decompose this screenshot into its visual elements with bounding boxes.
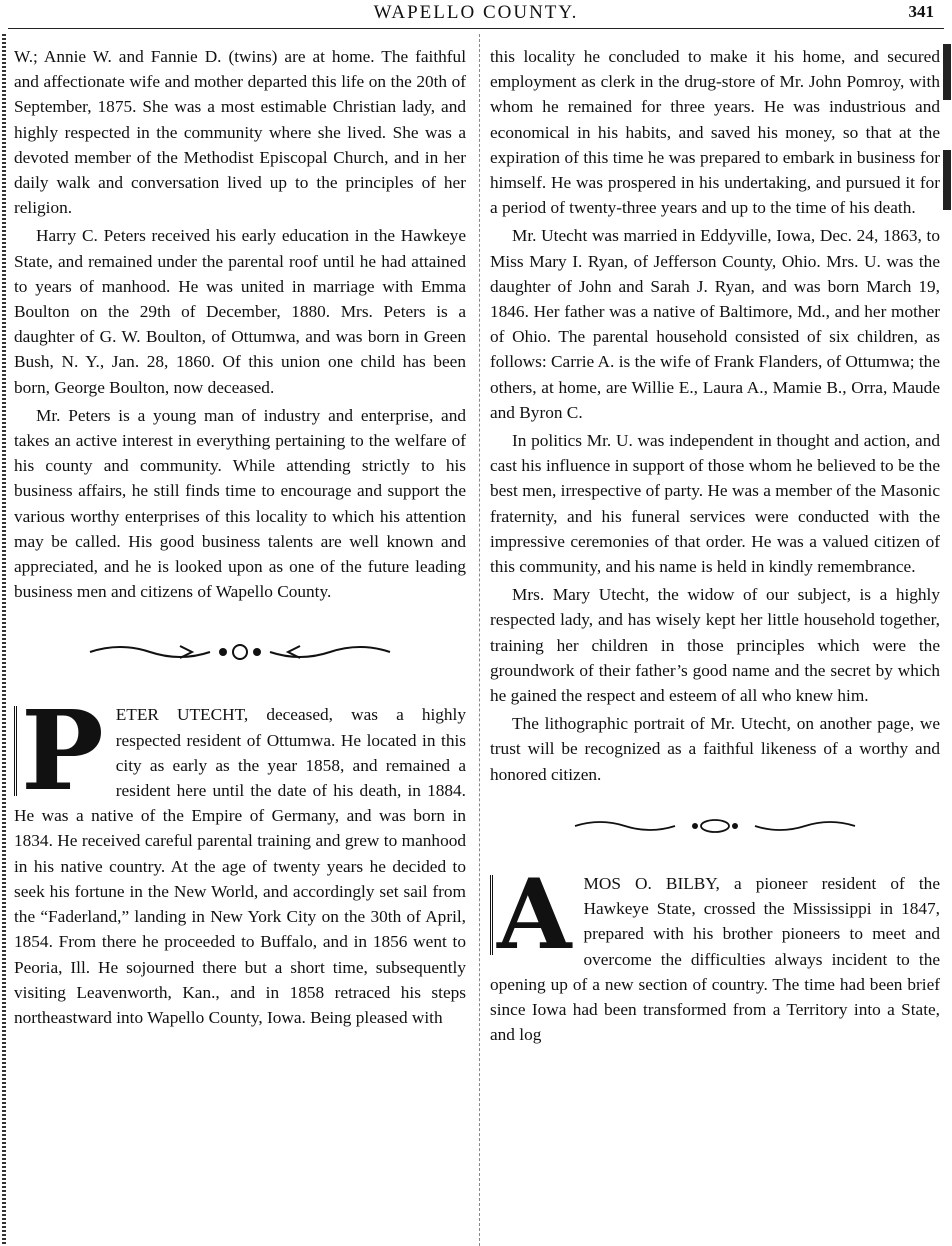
right-column bbox=[490, 44, 940, 1050]
paragraph-utecht-bio bbox=[14, 686, 467, 1030]
paragraph-bilby-bio bbox=[490, 857, 940, 1047]
paragraph-utecht-business: this locality he concluded to make it his home, and secured employment as clerk in the drug-store of Mr. John Pomroy, with whom he remained for three years. He was industrious and economical in his habits, and saved his money, so that at the expiration of this time he was prepared to embark in business for himself. He was prospered in his undertaking, and pursued it for a period of twenty-three years and up to the time of his death. bbox=[490, 47, 940, 218]
left-column bbox=[14, 44, 466, 1033]
paragraph-peters-character: Mr. Peters is a young man of industry and enterprise, and takes an active interest in everything pertaining to the welfare of his county and community. While attending strictly to his business affairs, he still finds time to encourage and support the various worthy enterprises of this locality to which his attention may be called. His good business talents are well known and appreciated, and he is looked upon as one of the future leading business men and citizens of Wapello County. bbox=[14, 405, 466, 602]
paragraph-utecht-marriage: Mr. Utecht was married in Eddyville, Iowa, Dec. 24, 1863, to Miss Mary I. Ryan, of Jefferson County, Ohio. Mrs. U. was the daughter of John and Sarah J. Ryan, and was born March 19, 1846. Her father was a native of Baltimore, Md., and her mother of Ohio. The parental household consisted of six children, as follows: Carrie A. is the wife of Frank Flanders, of Ottumwa; the others, at home, are Willie E., Laura A., Mamie B., Orra, Maude and Byron C. bbox=[490, 226, 940, 422]
scroll-ornament-icon bbox=[565, 815, 865, 837]
edge-mark-top bbox=[943, 44, 951, 100]
page-number: 341 bbox=[908, 2, 934, 21]
bilby-name-lead: MOS O. BILBY, bbox=[583, 873, 720, 893]
utecht-bio-text: deceased, was a highly respected resident of Ottumwa. He located in this city as early as the year 1858, and remained a resident here until the date of his death, in 1884. He was a native of the Empire of Germany, and was born in 1834. He received careful parental training and grew to manhood in his native country. At the age of twenty years he decided to seek his fortune in the New World, and accordingly set sail from the “Faderland,” landing in New York City on the 30th of April, 1854. From there he proceeded to Buffalo, and in 1856 went to Peoria, Ill. He sojourned there but a short time, subsequently visiting Leavenworth, Kan., and in 1858 retraced his steps northeastward into Wapello County, Iowa. Being pleased with bbox=[14, 705, 467, 1027]
page-header bbox=[0, 0, 952, 34]
left-margin-border bbox=[2, 34, 6, 1246]
paragraph-mary-utecht: Mrs. Mary Utecht, the widow of our subject, is a highly respected lady, and has wisely kept her little household together, training her children in those principles which were the groundwork of their father’s good name and the secret by which he gained the respect and esteem of all who knew him. bbox=[490, 585, 940, 706]
section-ornament-right bbox=[490, 815, 940, 837]
running-head: WAPELLO COUNTY. bbox=[373, 2, 579, 23]
bilby-bio-text: a pioneer resident of the Hawkeye State, crossed the Mississippi in 1847, prepared with his brother pioneers to meet and overcome the difficulties always incident to the opening up of a new section of country. The time had been brief since Iowa had been transformed from a Territory into a State, and log bbox=[490, 873, 940, 1045]
scroll-ornament-icon bbox=[80, 640, 400, 664]
utecht-name-lead: ETER UTECHT, bbox=[115, 705, 249, 725]
dropcap-letter: P bbox=[14, 706, 108, 796]
header-rule bbox=[8, 28, 944, 29]
paragraph-portrait-note: The lithographic portrait of Mr. Utecht, on another page, we trust will be recognized as a faithful likeness of a worthy and honored citizen. bbox=[490, 714, 940, 784]
paragraph-peters-family: W.; Annie W. and Fannie D. (twins) are at home. The faithful and affectionate wife and mother departed this life on the 20th of September, 1875. She was a most estimable Christian lady, and highly respected in the community where she lived. She was a devoted member of the Methodist Episcopal Church, and in her daily walk and conversation lived up to the principles of her religion. bbox=[14, 47, 466, 218]
edge-mark-middle bbox=[943, 150, 951, 210]
section-ornament-left bbox=[14, 640, 466, 664]
dropcap-letter: A bbox=[490, 875, 575, 955]
paragraph-utecht-politics: In politics Mr. U. was independent in thought and action, and cast his influence in support of those whom he believed to be the best men, irrespective of party. He was a member of the Masonic fraternity, and his funeral services were conducted with the impressive ceremonies of that order. He was a valued citizen of this community, and his name is held in kindly remembrance. bbox=[490, 431, 940, 577]
paragraph-harry-peters: Harry C. Peters received his early education in the Hawkeye State, and remained under the parental roof until he had attained to years of manhood. He was united in marriage with Emma Boulton on the 29th of December, 1880. Mrs. Peters is a daughter of G. W. Boulton, of Ottumwa, and was born in Green Bush, N. Y., Jan. 28, 1860. Of this union one child has been born, George Boulton, now deceased. bbox=[14, 226, 466, 397]
column-divider bbox=[479, 34, 480, 1246]
